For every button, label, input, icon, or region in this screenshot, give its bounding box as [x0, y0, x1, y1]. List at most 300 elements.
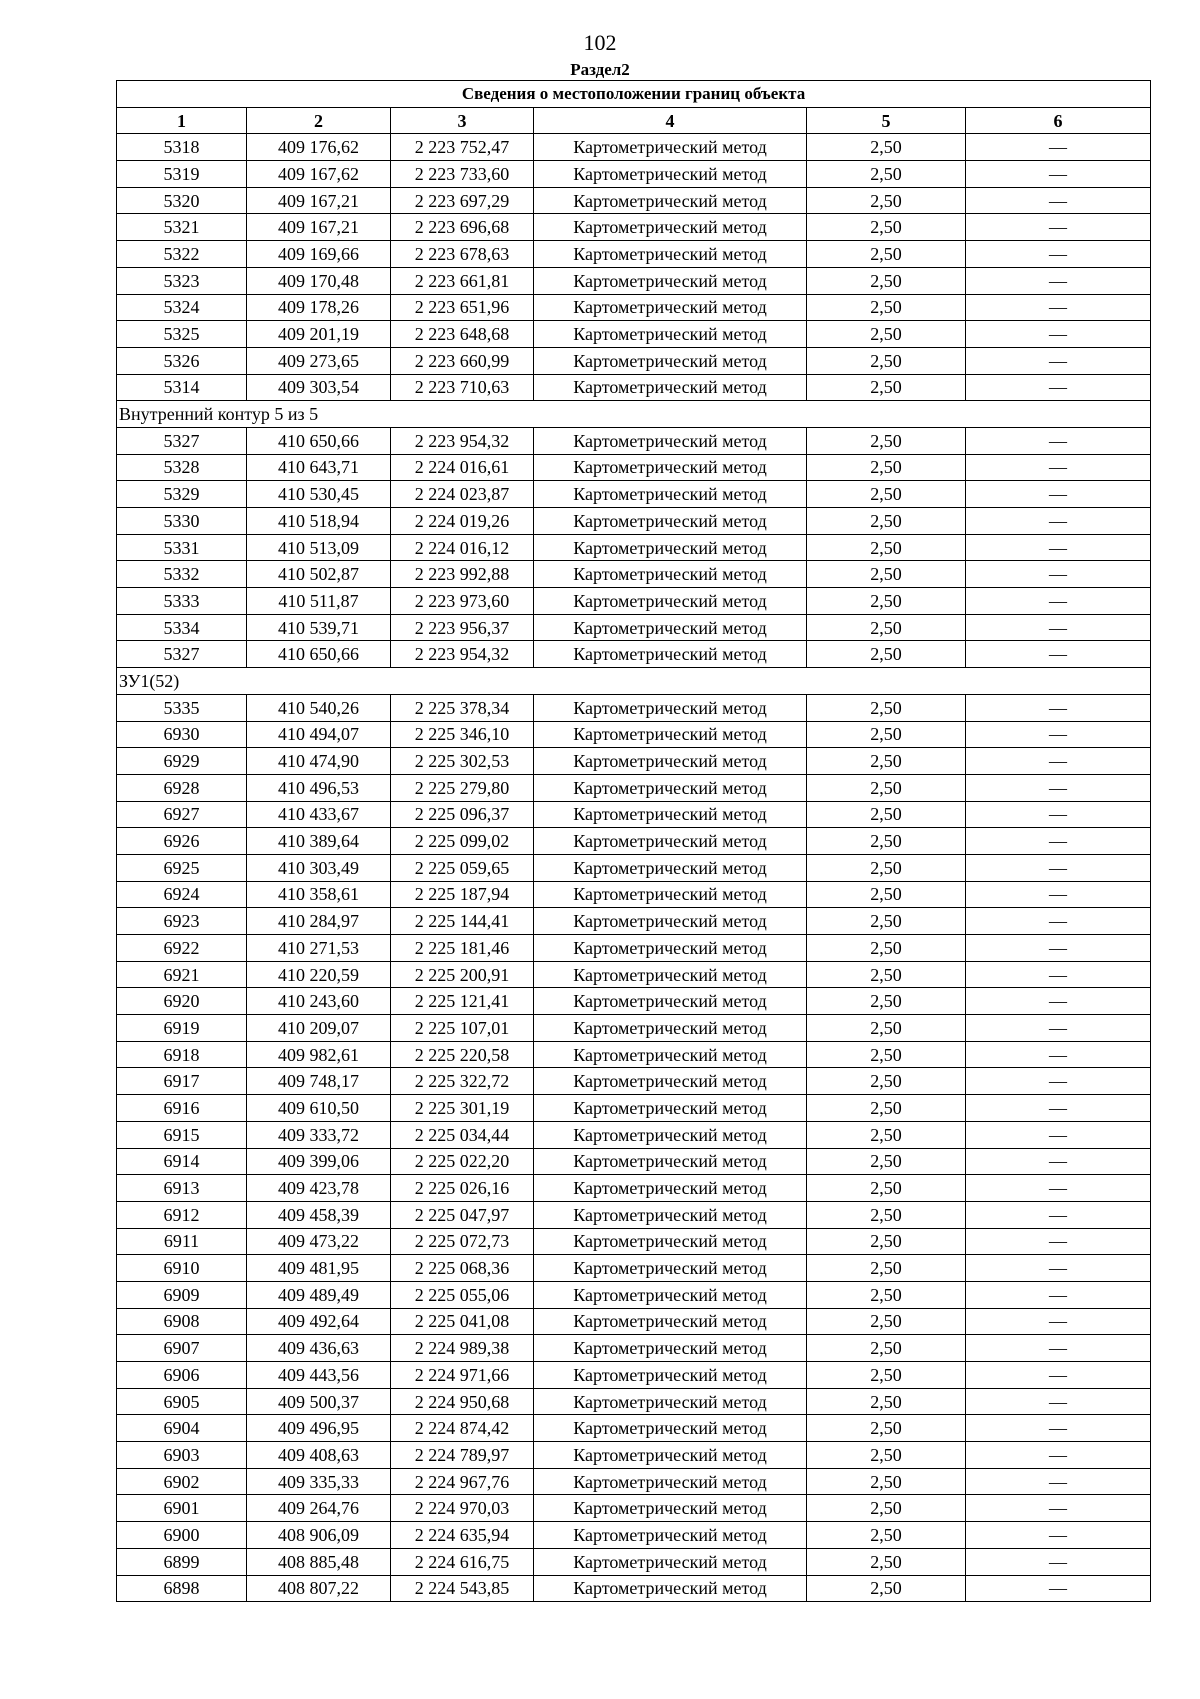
table-row	[117, 961, 1151, 988]
cell-coordinate-y: 2 225 322,72	[391, 1068, 534, 1095]
cell-accuracy: 2,50	[807, 454, 966, 481]
cell-accuracy: 2,50	[807, 1308, 966, 1335]
cell-coordinate-y: 2 225 144,41	[391, 908, 534, 935]
cell-accuracy: 2,50	[807, 214, 966, 241]
cell-method: Картометрический метод	[534, 321, 807, 348]
table-row	[117, 561, 1151, 588]
cell-coordinate-x: 409 492,64	[247, 1308, 391, 1335]
table-row	[117, 854, 1151, 881]
cell-accuracy: 2,50	[807, 481, 966, 508]
cell-coordinate-y: 2 223 956,37	[391, 614, 534, 641]
cell-accuracy: 2,50	[807, 988, 966, 1015]
cell-coordinate-y: 2 224 971,66	[391, 1362, 534, 1389]
cell-description: —	[966, 748, 1151, 775]
cell-coordinate-y: 2 223 954,32	[391, 427, 534, 454]
cell-point-number: 6899	[117, 1548, 247, 1575]
cell-point-number: 5327	[117, 427, 247, 454]
cell-coordinate-x: 410 284,97	[247, 908, 391, 935]
cell-coordinate-y: 2 223 696,68	[391, 214, 534, 241]
table-row	[117, 1068, 1151, 1095]
table-row	[117, 1015, 1151, 1042]
cell-description: —	[966, 1228, 1151, 1255]
cell-accuracy: 2,50	[807, 508, 966, 535]
cell-description: —	[966, 1575, 1151, 1602]
cell-point-number: 6898	[117, 1575, 247, 1602]
cell-description: —	[966, 374, 1151, 401]
cell-point-number: 6907	[117, 1335, 247, 1362]
cell-description: —	[966, 694, 1151, 721]
cell-description: —	[966, 721, 1151, 748]
cell-coordinate-x: 410 530,45	[247, 481, 391, 508]
cell-point-number: 5334	[117, 614, 247, 641]
cell-coordinate-y: 2 224 019,26	[391, 508, 534, 535]
cell-accuracy: 2,50	[807, 534, 966, 561]
cell-description: —	[966, 1468, 1151, 1495]
cell-accuracy: 2,50	[807, 908, 966, 935]
cell-coordinate-y: 2 224 874,42	[391, 1415, 534, 1442]
cell-method: Картометрический метод	[534, 1548, 807, 1575]
cell-coordinate-x: 409 264,76	[247, 1495, 391, 1522]
cell-description: —	[966, 1442, 1151, 1469]
cell-description: —	[966, 161, 1151, 188]
table-row	[117, 241, 1151, 268]
cell-accuracy: 2,50	[807, 614, 966, 641]
cell-method: Картометрический метод	[534, 748, 807, 775]
cell-coordinate-y: 2 223 651,96	[391, 294, 534, 321]
cell-description: —	[966, 561, 1151, 588]
table-row	[117, 1442, 1151, 1469]
cell-coordinate-y: 2 225 107,01	[391, 1015, 534, 1042]
cell-accuracy: 2,50	[807, 1442, 966, 1469]
cell-coordinate-x: 409 167,21	[247, 187, 391, 214]
cell-coordinate-x: 409 610,50	[247, 1095, 391, 1122]
cell-point-number: 6902	[117, 1468, 247, 1495]
cell-method: Картометрический метод	[534, 1068, 807, 1095]
cell-point-number: 6922	[117, 935, 247, 962]
cell-coordinate-x: 409 982,61	[247, 1041, 391, 1068]
cell-accuracy: 2,50	[807, 1522, 966, 1549]
cell-coordinate-x: 409 170,48	[247, 267, 391, 294]
cell-method: Картометрический метод	[534, 1041, 807, 1068]
cell-description: —	[966, 1335, 1151, 1362]
cell-method: Картометрический метод	[534, 881, 807, 908]
cell-description: —	[966, 1175, 1151, 1202]
cell-coordinate-y: 2 223 710,63	[391, 374, 534, 401]
column-header: 5	[807, 107, 966, 134]
cell-coordinate-x: 410 650,66	[247, 427, 391, 454]
cell-point-number: 6913	[117, 1175, 247, 1202]
cell-coordinate-y: 2 225 055,06	[391, 1281, 534, 1308]
cell-coordinate-x: 410 496,53	[247, 774, 391, 801]
cell-coordinate-x: 410 539,71	[247, 614, 391, 641]
cell-coordinate-x: 410 643,71	[247, 454, 391, 481]
cell-accuracy: 2,50	[807, 374, 966, 401]
cell-coordinate-y: 2 223 661,81	[391, 267, 534, 294]
cell-coordinate-y: 2 223 648,68	[391, 321, 534, 348]
cell-method: Картометрический метод	[534, 1175, 807, 1202]
cell-method: Картометрический метод	[534, 1495, 807, 1522]
cell-description: —	[966, 1522, 1151, 1549]
cell-accuracy: 2,50	[807, 748, 966, 775]
cell-method: Картометрический метод	[534, 1095, 807, 1122]
cell-point-number: 5319	[117, 161, 247, 188]
cell-coordinate-y: 2 224 970,03	[391, 1495, 534, 1522]
cell-point-number: 5335	[117, 694, 247, 721]
cell-coordinate-x: 409 335,33	[247, 1468, 391, 1495]
cell-accuracy: 2,50	[807, 267, 966, 294]
cell-description: —	[966, 854, 1151, 881]
cell-point-number: 6924	[117, 881, 247, 908]
cell-description: —	[966, 614, 1151, 641]
table-row	[117, 588, 1151, 615]
cell-accuracy: 2,50	[807, 347, 966, 374]
cell-point-number: 6927	[117, 801, 247, 828]
cell-method: Картометрический метод	[534, 1442, 807, 1469]
cell-point-number: 6929	[117, 748, 247, 775]
cell-method: Картометрический метод	[534, 187, 807, 214]
cell-coordinate-x: 409 167,62	[247, 161, 391, 188]
cell-coordinate-x: 410 358,61	[247, 881, 391, 908]
cell-description: —	[966, 1121, 1151, 1148]
cell-coordinate-x: 409 473,22	[247, 1228, 391, 1255]
cell-accuracy: 2,50	[807, 1335, 966, 1362]
cell-point-number: 5331	[117, 534, 247, 561]
cell-method: Картометрический метод	[534, 347, 807, 374]
cell-accuracy: 2,50	[807, 1041, 966, 1068]
cell-point-number: 6904	[117, 1415, 247, 1442]
cell-point-number: 5328	[117, 454, 247, 481]
cell-description: —	[966, 1388, 1151, 1415]
cell-point-number: 6912	[117, 1201, 247, 1228]
cell-description: —	[966, 1095, 1151, 1122]
cell-description: —	[966, 988, 1151, 1015]
cell-method: Картометрический метод	[534, 1388, 807, 1415]
cell-description: —	[966, 1015, 1151, 1042]
cell-point-number: 5323	[117, 267, 247, 294]
cell-coordinate-x: 409 481,95	[247, 1255, 391, 1282]
cell-point-number: 6921	[117, 961, 247, 988]
table-row	[117, 774, 1151, 801]
cell-coordinate-x: 409 399,06	[247, 1148, 391, 1175]
cell-accuracy: 2,50	[807, 561, 966, 588]
cell-accuracy: 2,50	[807, 1468, 966, 1495]
cell-coordinate-x: 409 178,26	[247, 294, 391, 321]
table-body	[117, 134, 1151, 1602]
column-header: 2	[247, 107, 391, 134]
cell-method: Картометрический метод	[534, 534, 807, 561]
table-row	[117, 1175, 1151, 1202]
cell-coordinate-y: 2 225 378,34	[391, 694, 534, 721]
table-row	[117, 1041, 1151, 1068]
cell-coordinate-y: 2 225 301,19	[391, 1095, 534, 1122]
table-row	[117, 294, 1151, 321]
cell-point-number: 5324	[117, 294, 247, 321]
column-header: 6	[966, 107, 1151, 134]
cell-accuracy: 2,50	[807, 1281, 966, 1308]
cell-method: Картометрический метод	[534, 1522, 807, 1549]
table-caption: Сведения о местоположении границ объекта	[117, 81, 1151, 108]
table-row	[117, 828, 1151, 855]
cell-point-number: 5327	[117, 641, 247, 668]
cell-accuracy: 2,50	[807, 1548, 966, 1575]
table-row	[117, 534, 1151, 561]
cell-description: —	[966, 1255, 1151, 1282]
cell-accuracy: 2,50	[807, 721, 966, 748]
cell-coordinate-y: 2 225 302,53	[391, 748, 534, 775]
cell-method: Картометрический метод	[534, 614, 807, 641]
cell-description: —	[966, 321, 1151, 348]
cell-description: —	[966, 774, 1151, 801]
cell-description: —	[966, 935, 1151, 962]
cell-accuracy: 2,50	[807, 641, 966, 668]
cell-accuracy: 2,50	[807, 187, 966, 214]
cell-method: Картометрический метод	[534, 588, 807, 615]
table-row	[117, 1335, 1151, 1362]
cell-accuracy: 2,50	[807, 1175, 966, 1202]
contour-group-row	[117, 401, 1151, 428]
cell-coordinate-x: 410 243,60	[247, 988, 391, 1015]
table-row	[117, 1121, 1151, 1148]
cell-coordinate-y: 2 223 697,29	[391, 187, 534, 214]
cell-method: Картометрический метод	[534, 935, 807, 962]
cell-point-number: 5326	[117, 347, 247, 374]
table-row	[117, 1281, 1151, 1308]
cell-accuracy: 2,50	[807, 1068, 966, 1095]
contour-group-row	[117, 668, 1151, 695]
cell-accuracy: 2,50	[807, 801, 966, 828]
cell-coordinate-y: 2 225 041,08	[391, 1308, 534, 1335]
cell-coordinate-y: 2 225 279,80	[391, 774, 534, 801]
section-title: Раздел2	[570, 60, 630, 79]
cell-coordinate-x: 410 502,87	[247, 561, 391, 588]
cell-point-number: 6914	[117, 1148, 247, 1175]
cell-coordinate-x: 410 209,07	[247, 1015, 391, 1042]
cell-method: Картометрический метод	[534, 908, 807, 935]
cell-method: Картометрический метод	[534, 161, 807, 188]
cell-method: Картометрический метод	[534, 1415, 807, 1442]
cell-method: Картометрический метод	[534, 427, 807, 454]
coordinates-table	[116, 80, 1151, 1602]
cell-coordinate-x: 409 496,95	[247, 1415, 391, 1442]
cell-coordinate-x: 408 885,48	[247, 1548, 391, 1575]
cell-description: —	[966, 534, 1151, 561]
cell-accuracy: 2,50	[807, 935, 966, 962]
cell-method: Картометрический метод	[534, 1335, 807, 1362]
cell-method: Картометрический метод	[534, 774, 807, 801]
table-row	[117, 988, 1151, 1015]
cell-coordinate-x: 409 458,39	[247, 1201, 391, 1228]
table-row	[117, 321, 1151, 348]
cell-coordinate-x: 410 303,49	[247, 854, 391, 881]
cell-coordinate-x: 410 220,59	[247, 961, 391, 988]
cell-coordinate-x: 410 511,87	[247, 588, 391, 615]
cell-coordinate-y: 2 224 543,85	[391, 1575, 534, 1602]
cell-method: Картометрический метод	[534, 1575, 807, 1602]
cell-method: Картометрический метод	[534, 1255, 807, 1282]
table-row	[117, 427, 1151, 454]
table-row	[117, 454, 1151, 481]
cell-accuracy: 2,50	[807, 1415, 966, 1442]
cell-description: —	[966, 454, 1151, 481]
cell-coordinate-x: 410 271,53	[247, 935, 391, 962]
table-row	[117, 1308, 1151, 1335]
cell-accuracy: 2,50	[807, 854, 966, 881]
cell-description: —	[966, 347, 1151, 374]
cell-coordinate-y: 2 224 967,76	[391, 1468, 534, 1495]
cell-coordinate-x: 410 650,66	[247, 641, 391, 668]
cell-description: —	[966, 187, 1151, 214]
cell-method: Картометрический метод	[534, 1281, 807, 1308]
cell-coordinate-y: 2 224 950,68	[391, 1388, 534, 1415]
cell-method: Картометрический метод	[534, 854, 807, 881]
cell-coordinate-y: 2 225 072,73	[391, 1228, 534, 1255]
table-row	[117, 347, 1151, 374]
table-row	[117, 1522, 1151, 1549]
cell-accuracy: 2,50	[807, 1015, 966, 1042]
cell-accuracy: 2,50	[807, 1255, 966, 1282]
table-row	[117, 1201, 1151, 1228]
cell-accuracy: 2,50	[807, 321, 966, 348]
cell-method: Картометрический метод	[534, 988, 807, 1015]
column-header: 1	[117, 107, 247, 134]
cell-coordinate-y: 2 225 022,20	[391, 1148, 534, 1175]
cell-accuracy: 2,50	[807, 1362, 966, 1389]
cell-point-number: 6911	[117, 1228, 247, 1255]
table-row	[117, 1388, 1151, 1415]
cell-coordinate-y: 2 224 016,12	[391, 534, 534, 561]
cell-point-number: 5332	[117, 561, 247, 588]
cell-point-number: 5333	[117, 588, 247, 615]
cell-description: —	[966, 508, 1151, 535]
cell-accuracy: 2,50	[807, 1228, 966, 1255]
cell-coordinate-y: 2 224 989,38	[391, 1335, 534, 1362]
cell-coordinate-y: 2 223 733,60	[391, 161, 534, 188]
table-row	[117, 1095, 1151, 1122]
cell-description: —	[966, 908, 1151, 935]
cell-coordinate-x: 408 906,09	[247, 1522, 391, 1549]
cell-coordinate-y: 2 225 121,41	[391, 988, 534, 1015]
cell-point-number: 6916	[117, 1095, 247, 1122]
table-row	[117, 1228, 1151, 1255]
cell-coordinate-y: 2 224 635,94	[391, 1522, 534, 1549]
table-row	[117, 694, 1151, 721]
cell-coordinate-x: 409 748,17	[247, 1068, 391, 1095]
cell-description: —	[966, 961, 1151, 988]
cell-method: Картометрический метод	[534, 294, 807, 321]
cell-coordinate-y: 2 225 026,16	[391, 1175, 534, 1202]
cell-coordinate-x: 410 433,67	[247, 801, 391, 828]
cell-point-number: 6901	[117, 1495, 247, 1522]
cell-method: Картометрический метод	[534, 1201, 807, 1228]
cell-point-number: 6915	[117, 1121, 247, 1148]
table-header-row	[117, 107, 1151, 134]
table-row	[117, 801, 1151, 828]
cell-description: —	[966, 588, 1151, 615]
cell-point-number: 6908	[117, 1308, 247, 1335]
cell-description: —	[966, 1068, 1151, 1095]
cell-point-number: 5318	[117, 134, 247, 161]
cell-method: Картометрический метод	[534, 561, 807, 588]
cell-method: Картометрический метод	[534, 641, 807, 668]
contour-group-label: Внутренний контур 5 из 5	[117, 401, 1151, 428]
table-row	[117, 1548, 1151, 1575]
cell-description: —	[966, 828, 1151, 855]
cell-coordinate-y: 2 225 059,65	[391, 854, 534, 881]
cell-accuracy: 2,50	[807, 961, 966, 988]
table-row	[117, 1575, 1151, 1602]
cell-method: Картометрический метод	[534, 1362, 807, 1389]
cell-method: Картометрический метод	[534, 961, 807, 988]
cell-coordinate-y: 2 224 789,97	[391, 1442, 534, 1469]
table-row	[117, 614, 1151, 641]
cell-description: —	[966, 1495, 1151, 1522]
cell-method: Картометрический метод	[534, 1121, 807, 1148]
cell-coordinate-y: 2 223 660,99	[391, 347, 534, 374]
cell-point-number: 5322	[117, 241, 247, 268]
table-row	[117, 374, 1151, 401]
cell-description: —	[966, 1548, 1151, 1575]
cell-accuracy: 2,50	[807, 161, 966, 188]
cell-coordinate-y: 2 225 346,10	[391, 721, 534, 748]
cell-point-number: 6928	[117, 774, 247, 801]
table-row	[117, 908, 1151, 935]
cell-point-number: 6919	[117, 1015, 247, 1042]
cell-coordinate-x: 409 333,72	[247, 1121, 391, 1148]
cell-accuracy: 2,50	[807, 1495, 966, 1522]
cell-method: Картометрический метод	[534, 1148, 807, 1175]
cell-coordinate-x: 409 303,54	[247, 374, 391, 401]
cell-accuracy: 2,50	[807, 588, 966, 615]
column-header: 3	[391, 107, 534, 134]
cell-description: —	[966, 1362, 1151, 1389]
table-row	[117, 481, 1151, 508]
table-row	[117, 1148, 1151, 1175]
cell-description: —	[966, 641, 1151, 668]
cell-point-number: 6909	[117, 1281, 247, 1308]
table-row	[117, 1468, 1151, 1495]
page-number: 102	[583, 30, 617, 55]
cell-coordinate-x: 409 489,49	[247, 1281, 391, 1308]
cell-point-number: 5321	[117, 214, 247, 241]
cell-description: —	[966, 1308, 1151, 1335]
cell-point-number: 6930	[117, 721, 247, 748]
cell-coordinate-y: 2 225 200,91	[391, 961, 534, 988]
cell-coordinate-x: 409 167,21	[247, 214, 391, 241]
cell-accuracy: 2,50	[807, 1388, 966, 1415]
column-header: 4	[534, 107, 807, 134]
cell-method: Картометрический метод	[534, 374, 807, 401]
cell-method: Картометрический метод	[534, 134, 807, 161]
cell-accuracy: 2,50	[807, 1095, 966, 1122]
cell-method: Картометрический метод	[534, 1015, 807, 1042]
cell-point-number: 5314	[117, 374, 247, 401]
cell-coordinate-x: 409 423,78	[247, 1175, 391, 1202]
cell-accuracy: 2,50	[807, 881, 966, 908]
table-row	[117, 1495, 1151, 1522]
cell-coordinate-y: 2 225 181,46	[391, 935, 534, 962]
cell-point-number: 6906	[117, 1362, 247, 1389]
table-caption-row	[117, 81, 1151, 108]
cell-coordinate-x: 409 500,37	[247, 1388, 391, 1415]
cell-coordinate-x: 410 389,64	[247, 828, 391, 855]
cell-coordinate-x: 410 518,94	[247, 508, 391, 535]
cell-point-number: 6903	[117, 1442, 247, 1469]
cell-method: Картометрический метод	[534, 267, 807, 294]
cell-coordinate-x: 409 201,19	[247, 321, 391, 348]
table-row	[117, 267, 1151, 294]
cell-method: Картометрический метод	[534, 214, 807, 241]
cell-accuracy: 2,50	[807, 134, 966, 161]
